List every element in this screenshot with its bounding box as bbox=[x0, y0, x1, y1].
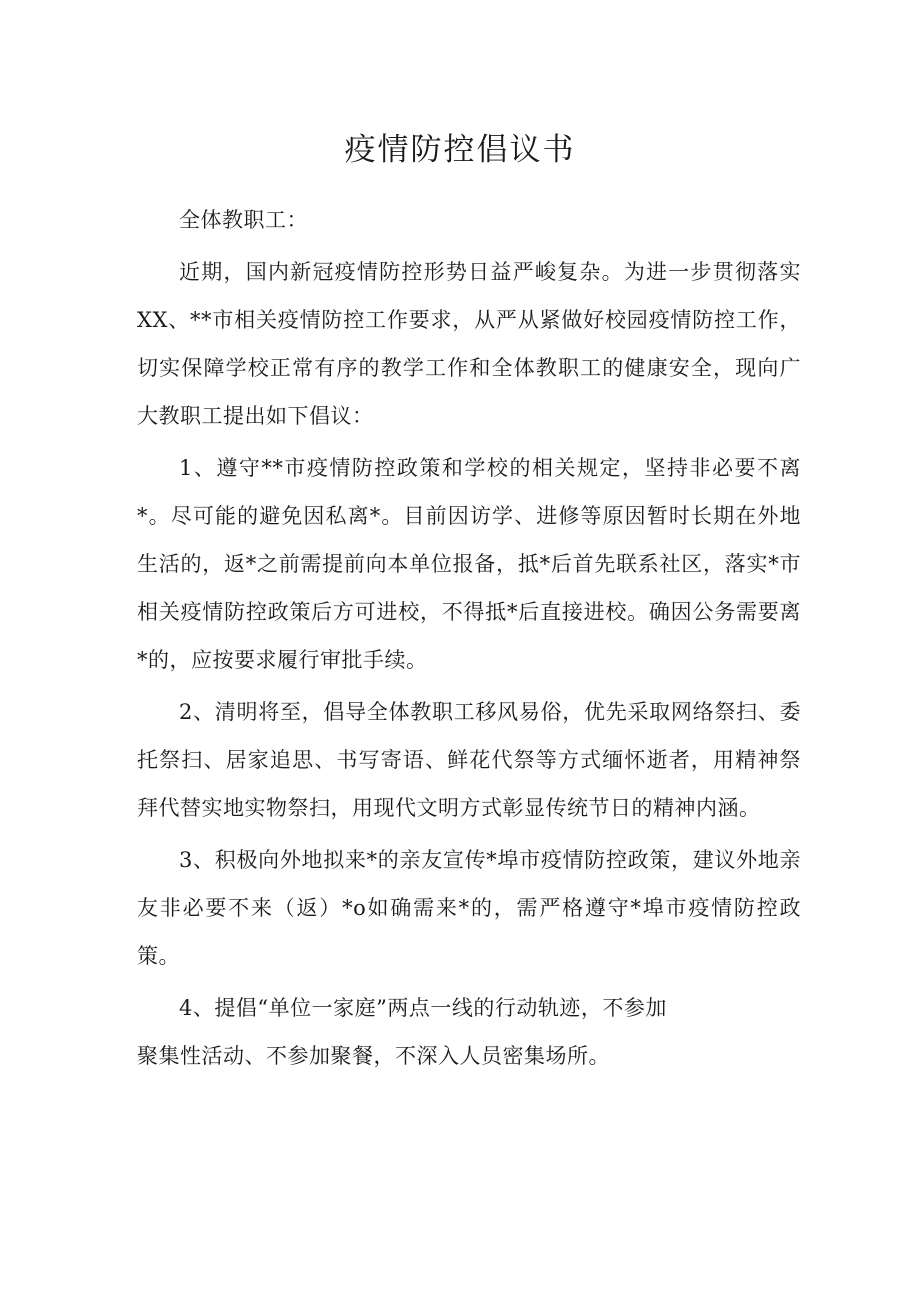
paragraph-intro: 近期，国内新冠疫情防控形势日益严峻复杂。为进一步贯彻落实XX、**市相关疫情防控工作要求，从严从紧做好校园疫情防控工作，切实保障学校正常有序的教学工作和全体教职工的健康安全，现向广大教职工提出如下倡议： bbox=[137, 260, 801, 428]
paragraph-item-3: 3、积极向外地拟来*的亲友宣传*埠市疫情防控政策，建议外地亲友非必要不来（返）*o如确需来*的，需严格遵守*埠市疫情防控政策。 bbox=[137, 848, 801, 968]
document-body bbox=[137, 196, 801, 1080]
salutation: 全体教职工： bbox=[179, 208, 308, 232]
paragraph-item-1: 1、遵守**市疫情防控政策和学校的相关规定，坚持非必要不离*。尽可能的避免因私离*。目前因访学、进修等原因暂时长期在外地生活的，返*之前需提前向本单位报备，抵*后首先联系社区，落实*市相关疫情防控政策后方可进校，不得抵*后直接进校。确因公务需要离*的，应按要求履行审批手续。 bbox=[137, 456, 801, 672]
document-title: 疫情防控倡议书 bbox=[344, 132, 576, 168]
paragraph-item-4-continuation: 聚集性活动、不参加聚餐，不深入人员密集场所。 bbox=[137, 1044, 610, 1068]
paragraph-item-4: 4、提倡“单位一家庭”两点一线的行动轨迹，不参加 bbox=[179, 996, 667, 1020]
paragraph-item-2: 2、清明将至，倡导全体教职工移风易俗，优先采取网络祭扫、委托祭扫、居家追思、书写寄语、鲜花代祭等方式缅怀逝者，用精神祭拜代替实地实物祭扫，用现代文明方式彰显传统节日的精神内涵。 bbox=[137, 700, 801, 820]
